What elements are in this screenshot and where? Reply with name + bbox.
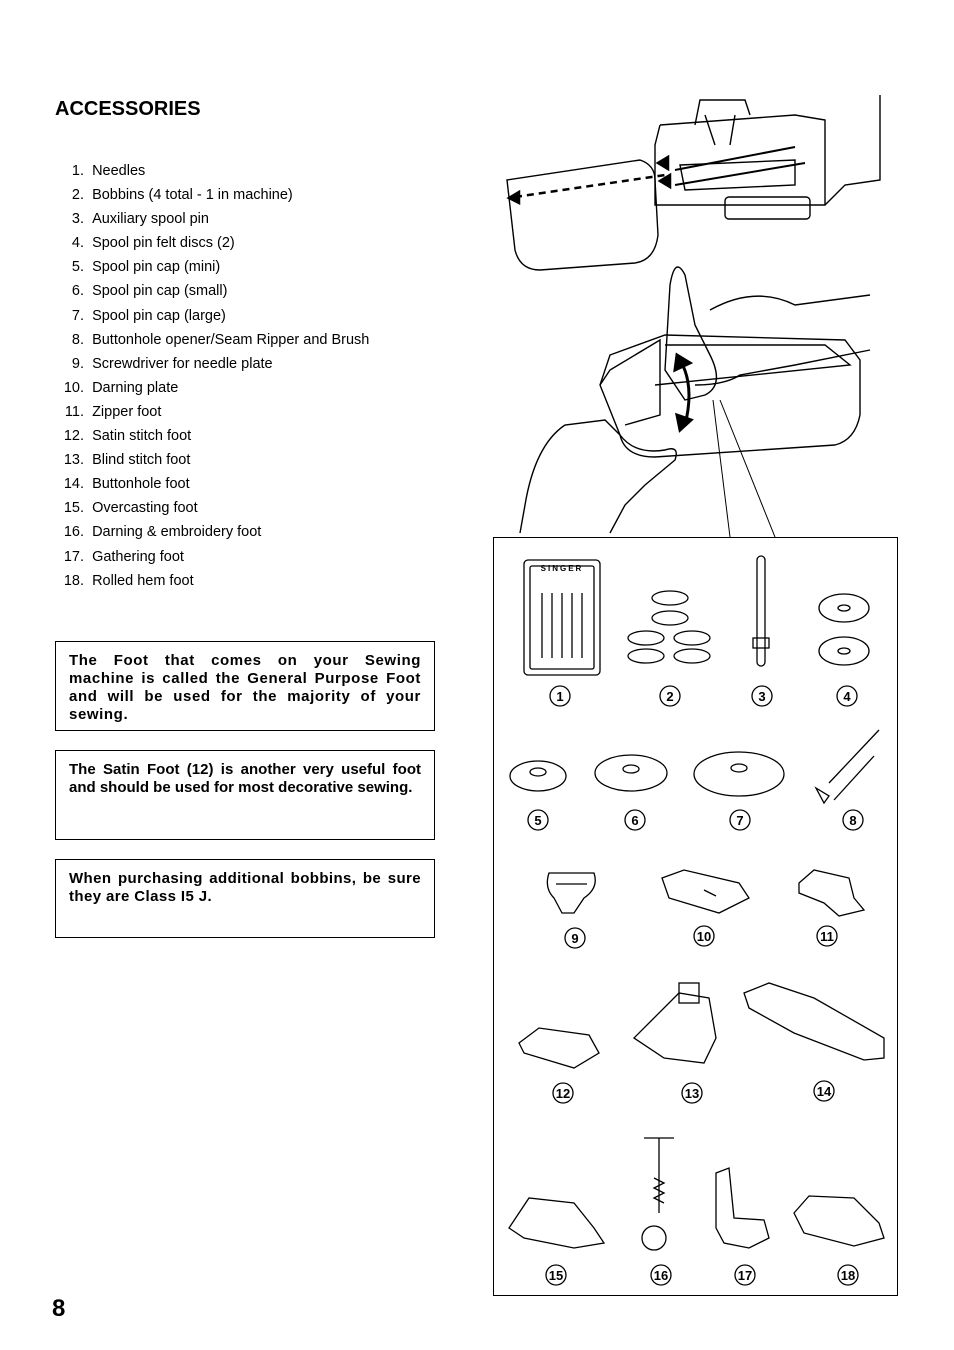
list-item xyxy=(55,354,369,378)
item-number: 5. xyxy=(71,259,84,276)
accessory-box-illustration xyxy=(495,85,890,537)
darning-plate-icon xyxy=(662,870,749,913)
item-label: Spool pin felt discs (2) xyxy=(92,235,235,252)
blind-stitch-foot-icon xyxy=(634,983,716,1063)
item-number: 1. xyxy=(71,163,84,179)
item-label: Bobbins (4 total - 1 in machine) xyxy=(92,187,293,204)
darning-foot-icon xyxy=(642,1138,674,1250)
accessories-list xyxy=(55,161,369,595)
list-item xyxy=(55,378,369,402)
item-label: Darning & embroidery foot xyxy=(92,524,262,541)
list-item xyxy=(55,571,369,595)
bobbin-icon xyxy=(628,591,710,663)
item-label: Satin stitch foot xyxy=(92,428,192,445)
item-number: 16. xyxy=(63,524,84,541)
item-number: 3. xyxy=(71,211,84,228)
zipper-foot-icon xyxy=(799,870,864,916)
callout-4: 4 xyxy=(843,689,851,704)
item-label: Overcasting foot xyxy=(92,500,198,517)
callout-14: 14 xyxy=(816,1084,832,1099)
item-label: Spool pin cap (large) xyxy=(92,307,226,324)
callout-5: 5 xyxy=(534,813,542,828)
accessories-parts-box xyxy=(493,537,898,1296)
list-item xyxy=(55,402,369,426)
gathering-foot-icon xyxy=(716,1168,769,1248)
item-label: Needles xyxy=(92,163,146,179)
needle-pack-brand: SINGER xyxy=(540,564,584,573)
item-number: 10. xyxy=(63,379,84,396)
callout-13: 13 xyxy=(684,1086,700,1101)
overcasting-foot-icon xyxy=(509,1198,604,1248)
seam-ripper-icon xyxy=(816,730,879,803)
page-title: ACCESSORIES xyxy=(55,98,201,120)
callout-12: 12 xyxy=(555,1086,571,1101)
callout-16: 16 xyxy=(653,1268,669,1283)
item-number: 12. xyxy=(63,428,84,445)
list-item xyxy=(55,474,369,498)
item-label: Spool pin cap (mini) xyxy=(92,259,221,276)
item-label: Blind stitch foot xyxy=(92,452,191,469)
satin-foot-icon xyxy=(519,1028,599,1068)
item-number: 17. xyxy=(63,548,84,565)
callout-15: 15 xyxy=(548,1268,564,1283)
item-label: Buttonhole opener/Seam Ripper and Brush xyxy=(92,331,370,348)
item-label: Buttonhole foot xyxy=(92,476,190,493)
page-number: 8 xyxy=(52,1295,66,1322)
list-item xyxy=(55,257,369,281)
satin-foot-note: The Satin Foot (12) is another very useful foot and should be used for most decorative sewing. xyxy=(55,750,435,840)
item-label: Spool pin cap (small) xyxy=(92,283,228,300)
list-item xyxy=(55,233,369,257)
needle-pack-icon xyxy=(524,560,600,675)
list-item xyxy=(55,306,369,330)
item-number: 6. xyxy=(71,283,84,300)
callout-10: 10 xyxy=(696,929,712,944)
list-item xyxy=(55,209,369,233)
callout-9: 9 xyxy=(571,931,579,946)
item-number: 14. xyxy=(63,476,84,493)
callout-1: 1 xyxy=(556,689,564,704)
callout-8: 8 xyxy=(849,813,857,828)
item-number: 7. xyxy=(71,307,84,324)
item-number: 15. xyxy=(63,500,84,517)
spool-cap-icon xyxy=(510,752,784,796)
item-number: 11. xyxy=(64,403,84,420)
callout-7: 7 xyxy=(736,813,744,828)
item-number: 4. xyxy=(71,235,84,252)
item-label: Gathering foot xyxy=(92,548,184,565)
list-item xyxy=(55,522,369,546)
item-number: 2. xyxy=(71,187,84,204)
list-item xyxy=(55,547,369,571)
list-item xyxy=(55,450,369,474)
rolled-hem-foot-icon xyxy=(794,1196,884,1246)
callout-3: 3 xyxy=(758,689,766,704)
list-item xyxy=(55,498,369,522)
list-item xyxy=(55,426,369,450)
item-number: 9. xyxy=(71,355,84,372)
list-item xyxy=(55,281,369,305)
screwdriver-icon xyxy=(547,873,595,913)
bobbin-class-note: When purchasing additional bobbins, be sure they are Class I5 J. xyxy=(55,859,435,938)
item-label: Auxiliary spool pin xyxy=(92,211,209,228)
callout-6: 6 xyxy=(631,813,639,828)
item-label: Zipper foot xyxy=(92,403,162,420)
callout-2: 2 xyxy=(666,689,674,704)
list-item xyxy=(55,185,369,209)
list-item xyxy=(55,161,369,185)
item-label: Darning plate xyxy=(92,379,179,396)
callout-18: 18 xyxy=(840,1268,856,1283)
item-number: 13. xyxy=(63,452,84,469)
item-label: Screwdriver for needle plate xyxy=(92,355,273,372)
buttonhole-foot-icon xyxy=(744,983,884,1060)
callout-11: 11 xyxy=(820,929,834,944)
list-item xyxy=(55,330,369,354)
felt-disc-icon xyxy=(819,594,869,665)
item-number: 8. xyxy=(71,331,84,348)
callout-17: 17 xyxy=(737,1268,753,1283)
item-number: 18. xyxy=(63,572,84,589)
spool-pin-icon xyxy=(753,556,769,666)
general-purpose-foot-note: The Foot that comes on your Sewing machine is called the General Purpose Foot and will be used for the majority of your sewing. xyxy=(55,641,435,731)
item-label: Rolled hem foot xyxy=(92,572,194,589)
